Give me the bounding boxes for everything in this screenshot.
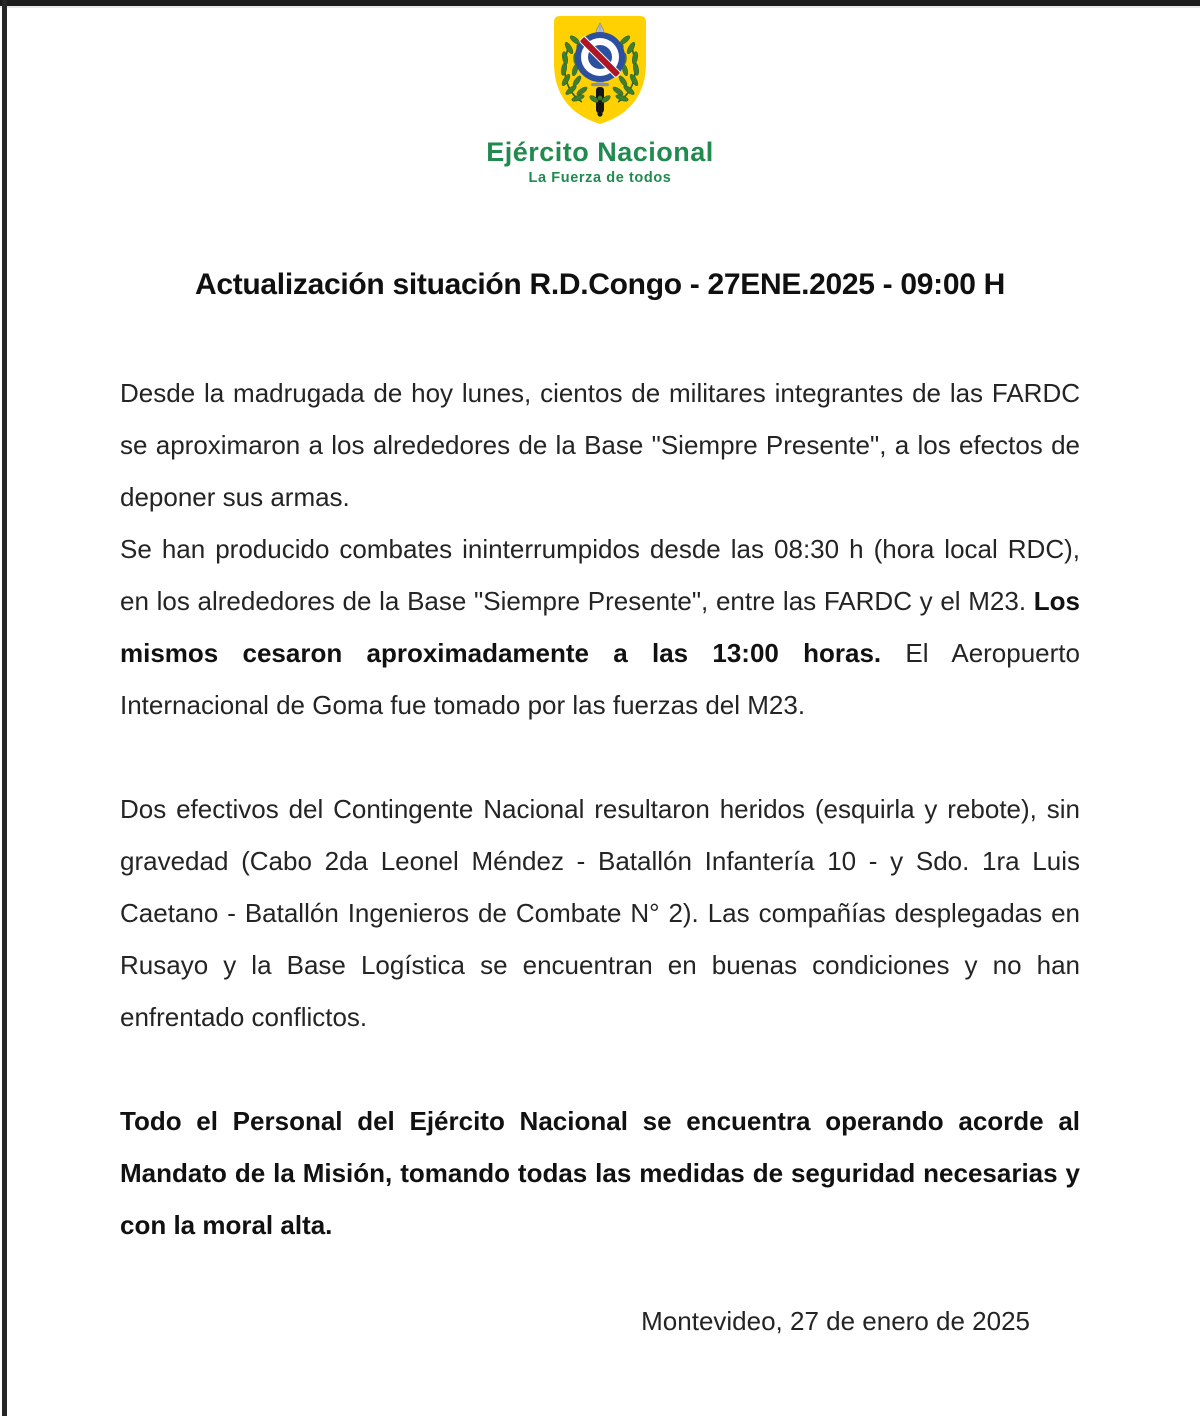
page-left-border <box>2 0 7 1416</box>
brand-name: Ejército Nacional <box>486 137 714 167</box>
paragraph-segment: El Aeropuerto Internacional de Goma fue tomado por las fuerzas del M23. <box>120 638 1080 721</box>
paragraph-segment-bold: Los mismos cesaron aproximadamente a las 13:00 horas. <box>120 586 1080 669</box>
header <box>0 0 1200 186</box>
brand-tagline: La Fuerza de todos <box>528 170 672 187</box>
page-top-border-shadow <box>0 6 1200 8</box>
paragraph-segment: Desde la madrugada de hoy lunes, cientos de militares integrantes de las FARDC se aproximaron a los alrededores de la Base "Siempre Presente", a los efectos de deponer sus armas. <box>120 378 1080 513</box>
army-crest-icon <box>549 13 651 127</box>
paragraph-segment-bold: Todo el Personal del Ejército Nacional se encuentra operando acorde al Mandato de la Misión, tomando todas las medidas de seguridad necesarias y con la moral alta. <box>120 1106 1080 1241</box>
document-title: Actualización situación R.D.Congo - 27ENE.2025 - 09:00 H <box>194 268 1006 302</box>
paragraph <box>120 783 1080 1043</box>
document-body <box>120 367 1080 1251</box>
paragraph <box>120 1095 1080 1251</box>
paragraph-segment: Se han producido combates ininterrumpidos desde las 08:30 h (hora local RDC), en los alrededores de la Base "Siempre Presente", entre las FARDC y el M23. <box>120 534 1080 617</box>
dateline: Montevideo, 27 de enero de 2025 <box>641 1306 1030 1337</box>
paragraph-segment: Dos efectivos del Contingente Nacional resultaron heridos (esquirla y rebote), sin gravedad (Cabo 2da Leonel Méndez - Batallón Infantería 10 - y Sdo. 1ra Luis Caetano - Batallón Ingenieros de Combate N° 2). Las compañías desplegadas en Rusayo y la Base Logística se encuentran en buenas condiciones y no han enfrentado conflictos. <box>120 794 1080 1033</box>
paragraph <box>120 523 1080 731</box>
cockade-icon <box>575 32 625 82</box>
paragraph <box>120 367 1080 523</box>
